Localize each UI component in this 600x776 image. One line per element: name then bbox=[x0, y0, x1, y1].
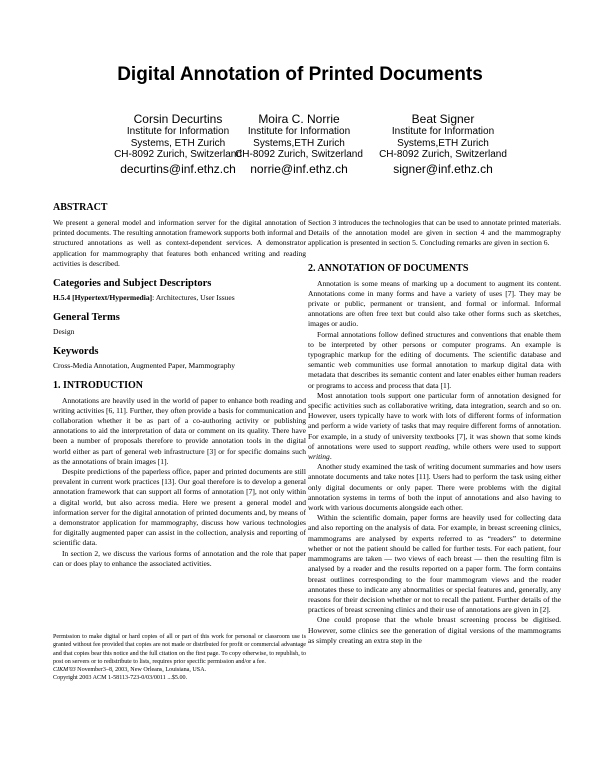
paragraph: Section 3 introduces the technologies that can be used to annotate printed materials. Details of the annotation model are given in section 4 and the mammography application is presented in section 5. Concluding remarks are given in section 6. bbox=[308, 218, 561, 248]
author-email: signer@inf.ethz.ch bbox=[393, 161, 493, 176]
author-name: Beat Signer bbox=[411, 112, 475, 126]
author-affiliation: Institute for Information bbox=[391, 126, 495, 137]
left-column bbox=[53, 202, 306, 569]
emphasis: reading bbox=[424, 441, 449, 451]
paragraph: Despite predictions of the paperless office, paper and printed documents are still prevalent in current work practices [13]. Our goal therefore is to develop a general annotation framework that can support all forms of annotation [7], not only within a digital world, but also across media. Here we present a general model and information server for the digital annotation of printed documents and, by means of a demonstrator application for mammography, discuss how various technologies for digitally augmented paper can assist in the collection, analysis and reporting of scientific data. bbox=[53, 467, 306, 548]
right-column bbox=[308, 218, 561, 646]
categories-code: H.5.4 [Hypertext/Hypermedia] bbox=[53, 293, 153, 303]
author-city: CH-8092 Zurich, Switzerland bbox=[379, 149, 507, 160]
paragraph: Within the scientific domain, paper forms are heavily used for collecting data and also reporting on the analysis of data. For example, in breast screening clinics, mammograms are analysed by experts referred to as “readers” to determine whether or not the patient should be called for further tests. For each patient, four mammograms are taken — two views of each breast — then the resulting film is analysed by a reader and the results reported on a paper form. The form contains breast outlines corresponding to the four mammogram views and the reader annotates these to indicate any abnormalities or special features and, generally, any reasons for their decision whether or not to recall the patient. Further details of the practices of breast screening clinics and their use of annotations are given in [2]. bbox=[308, 513, 561, 615]
author-email: decurtins@inf.ethz.ch bbox=[120, 161, 236, 176]
keywords-heading: Keywords bbox=[53, 346, 99, 358]
permission-notice: Permission to make digital or hard copies of all or part of this work for personal or classroom use is granted without fee provided that copies are not made or distributed for profit or commercial advantage and that copies bear this notice and the full citation on the first page. To copy otherwise, to republish, to post on servers or to redistribute to lists, requires prior specific permission and/or a fee. bbox=[53, 634, 306, 665]
categories-descriptors: : Architectures, User Issues bbox=[152, 293, 235, 303]
conference-line bbox=[53, 666, 306, 674]
abstract-text: We present a general model and information server for the digital annotation of printed documents. The resulting annotation framework supports both informal and structured annotations as well as context-dependent services. A demonstrator application for mammography that features both enhanced writing and reading activities is described. bbox=[53, 218, 306, 268]
author-affiliation: Systems, ETH Zurich bbox=[130, 137, 226, 149]
abstract-heading: ABSTRACT bbox=[53, 202, 108, 213]
paper-title: Digital Annotation of Printed Documents bbox=[117, 64, 483, 85]
general-terms-text: Design bbox=[53, 327, 75, 337]
section-heading: 2. ANNOTATION OF DOCUMENTS bbox=[308, 262, 469, 274]
author-name: Moira C. Norrie bbox=[258, 112, 340, 126]
author-city: CH-8092 Zurich, Switzerland bbox=[114, 149, 242, 160]
keywords-text: Cross-Media Annotation, Augmented Paper, Mammography bbox=[53, 361, 236, 371]
emphasis: writing bbox=[308, 452, 330, 462]
copyright-footnote bbox=[53, 633, 306, 683]
author-block bbox=[358, 112, 528, 176]
paragraph: Annotation is some means of marking up a document to augment its content. Annotations come in many forms and have a variety of uses [7]. They may be private or public, permanent or transient, and formal or informal. Informal annotations are often free text but could also take other forms such as sketches, images or audio. bbox=[308, 278, 561, 329]
conference-details: November3–8, 2003, New Orleans, Louisiana, USA. bbox=[75, 667, 207, 674]
copyright-line: Copyright 2003 ACM 1-58113-723-0/03/0011 ...$5.00. bbox=[53, 675, 188, 682]
paragraph: Another study examined the task of writing document summaries and how users annotate documents and take notes [11]. Users had to perform the task using either only digital documents or only paper. There were problems with the digital annotation systems in terms of both the input of annotations and also having to work with various documents alongside each other. bbox=[308, 462, 561, 513]
introduction-heading: 1. INTRODUCTION bbox=[53, 379, 144, 391]
author-city: CH-8092 Zurich, Switzerland bbox=[235, 149, 363, 160]
paragraph: In section 2, we discuss the various forms of annotation and the role that paper can or does play to enhance the associated activities. bbox=[53, 548, 306, 568]
paragraph: One could propose that the whole breast screening process be digitised. However, some clinics see the generation of digital versions of the mammograms as simply creating an extra step in the bbox=[308, 615, 561, 645]
categories-text bbox=[53, 293, 306, 303]
author-affiliation: Institute for Information bbox=[126, 126, 230, 137]
paragraph: Formal annotations follow defined structures and conventions that enable them to be interpreted by other persons or computer programs. An example is typographic markup for the editing of documents. The scientific database and semantic web communities use formal annotation to markup digital data with metadata that describes its semantic content and later enables either human readers or programs to access and process that data [1]. bbox=[308, 329, 561, 390]
conference-name: CIKM'03 bbox=[53, 667, 76, 674]
paragraph: Annotations are heavily used in the world of paper to enhance both reading and writing activities [6, 11]. Further, they often provide a basis for communication and collaboration whether it be as part of a co-authoring activity or publishing annotations to aid the interpretation of data or comment on its quality. There have been a number of proposals therefore to provide annotation tools in the digital world either as part of general web infrastructure [3] or for specific domains such as the annotations of brain images [1]. bbox=[53, 395, 306, 466]
author-name: Corsin Decurtins bbox=[133, 112, 223, 126]
categories-heading: Categories and Subject Descriptors bbox=[53, 278, 212, 290]
author-affiliation: Systems,ETH Zurich bbox=[253, 137, 345, 149]
general-terms-heading: General Terms bbox=[53, 312, 120, 324]
author-affiliation: Institute for Information bbox=[247, 126, 351, 137]
author-affiliation: Systems,ETH Zurich bbox=[397, 137, 489, 149]
author-email: norrie@inf.ethz.ch bbox=[250, 161, 348, 176]
paragraph: Most annotation tools support one particular form of annotation designed for specific activities such as collaborative writing, data integration, search and so on. However, users typically have to work with lots of different forms of information and perform a wide variety of tasks that may require different forms of annotation. For example, in a study of university textbooks [7], it was shown that some kinds of annotations were used to support reading, while others were used to support writing. bbox=[308, 390, 561, 462]
